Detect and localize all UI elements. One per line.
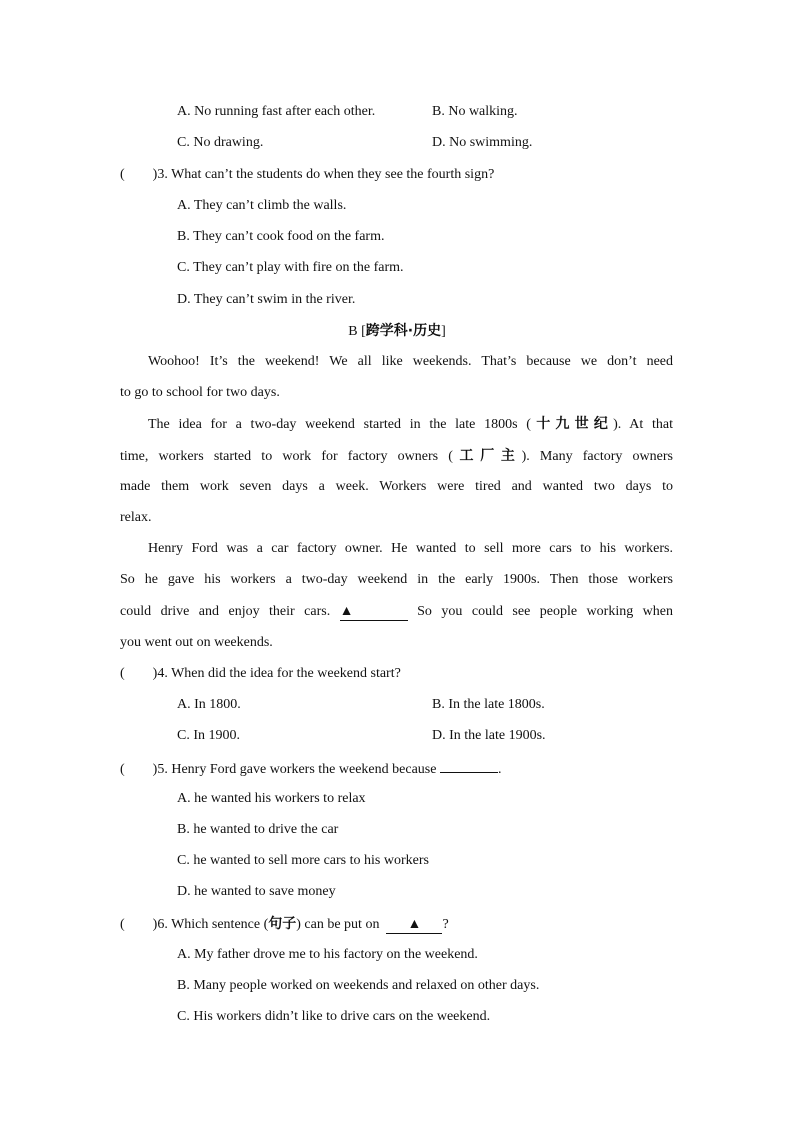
answer-blank	[440, 758, 498, 773]
q2-option-c: C. No drawing.	[177, 135, 264, 150]
q5-option-d: D. he wanted to save money	[177, 884, 336, 899]
passage-p3-line3: could drive and enjoy their cars. ▲ So you could see people working when	[120, 604, 673, 619]
q5-stem: 5. Henry Ford gave workers the weekend because	[157, 762, 437, 777]
answer-paren: ( )	[120, 167, 158, 182]
passage-p2-line1: The idea for a two-day weekend started in the late 1800s (十九世纪). At that	[148, 416, 673, 432]
q6-option-b: B. Many people worked on weekends and relaxed on other days.	[177, 978, 540, 993]
q5-option-a: A. he wanted his workers to relax	[177, 791, 366, 806]
passage-p2-line4: relax.	[120, 510, 152, 525]
q2-option-a: A. No running fast after each other.	[177, 104, 376, 119]
q3-option-c: C. They can’t play with fire on the farm.	[177, 260, 404, 275]
answer-paren: ( )	[120, 666, 158, 681]
q2-option-d: D. No swimming.	[432, 135, 533, 150]
q4-option-a: A. In 1800.	[177, 697, 241, 712]
chinese-gloss: 十九世纪	[530, 416, 614, 432]
passage-p1-line2: to go to school for two days.	[120, 385, 280, 400]
q4-stem: 4. When did the idea for the weekend start?	[157, 666, 401, 681]
section-letter: B [	[348, 324, 366, 339]
q6-question: ( )6. Which sentence (句子) can be put on ▲ ?	[120, 916, 449, 932]
q4-option-d: D. In the late 1900s.	[432, 728, 546, 743]
q5-option-c: C. he wanted to sell more cars to his workers	[177, 853, 429, 868]
q4-question	[120, 664, 401, 684]
passage-p2-line2: time, workers started to work for factory owners (工厂主). Many factory owners	[120, 448, 673, 464]
passage-p3-line2: So he gave his workers a two-day weekend in the early 1900s. Then those workers	[120, 572, 673, 587]
passage-p1-line1: Woohoo! It’s the weekend! We all like weekends. That’s because we don’t need	[148, 354, 673, 369]
chinese-gloss: 工厂主	[452, 448, 522, 464]
answer-paren: ( )	[120, 762, 158, 777]
q5-question: ( )5. Henry Ford gave workers the weekend because .	[120, 758, 501, 780]
passage-p3-line4: you went out on weekends.	[120, 635, 273, 650]
q6-option-c: C. His workers didn’t like to drive cars on the weekend.	[177, 1009, 491, 1024]
q3-option-d: D. They can’t swim in the river.	[177, 292, 356, 307]
q5-option-b: B. he wanted to drive the car	[177, 822, 339, 837]
chinese-gloss: 句子	[268, 916, 297, 932]
q3-stem: 3. What can’t the students do when they see the fourth sign?	[157, 167, 495, 182]
q4-option-c: C. In 1900.	[177, 728, 240, 743]
q3-option-a: A. They can’t climb the walls.	[177, 198, 347, 213]
answer-blank-triangle: ▲	[386, 917, 442, 934]
q3-option-b: B. They can’t cook food on the farm.	[177, 229, 385, 244]
passage-p3-line1: Henry Ford was a car factory owner. He wanted to sell more cars to his workers.	[148, 541, 673, 556]
section-tag: 跨学科·历史	[365, 323, 442, 339]
q6-option-a: A. My father drove me to his factory on the weekend.	[177, 947, 478, 962]
q3-question	[120, 165, 494, 185]
section-close: ]	[441, 324, 446, 339]
answer-paren: ( )	[120, 917, 158, 932]
q4-option-b: B. In the late 1800s.	[432, 697, 545, 712]
passage-blank-triangle: ▲	[340, 604, 408, 621]
q2-option-b: B. No walking.	[432, 104, 518, 119]
passage-p2-line3: made them work seven days a week. Workers were tired and wanted two days to	[120, 479, 673, 494]
section-b-heading	[0, 321, 794, 342]
